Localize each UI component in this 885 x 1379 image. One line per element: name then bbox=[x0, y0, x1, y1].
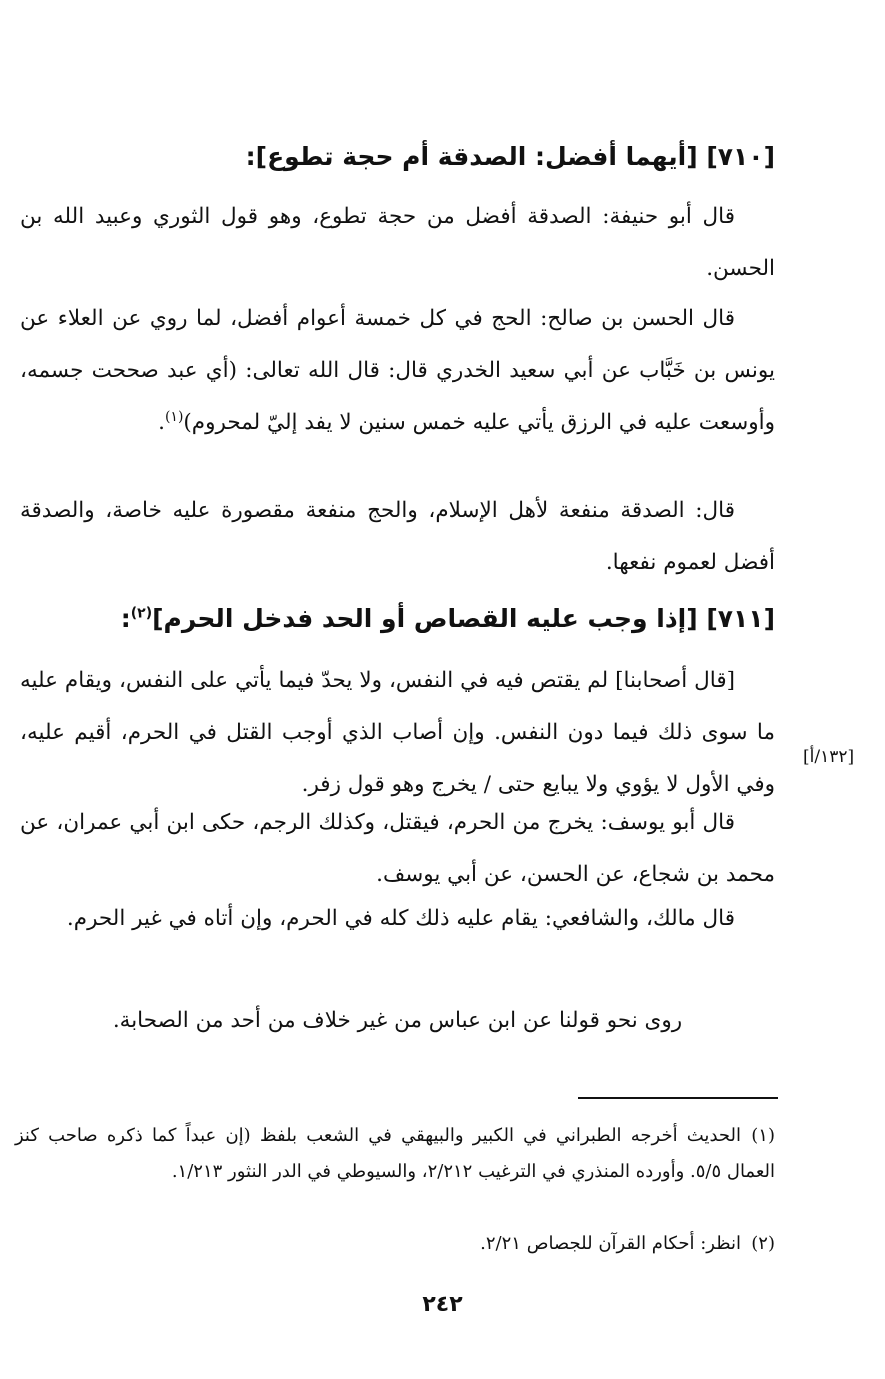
footnote-separator bbox=[578, 1097, 778, 1099]
footnote-2-number: (٢) bbox=[751, 1233, 775, 1254]
footnote-1 bbox=[15, 1118, 775, 1190]
paragraph-hasan-bin-salih: قال الحسن بن صالح: الحج في كل خمسة أعوام أفضل، لما روي عن العلاء عن يونس بن خَبَّاب عن أبي سعيد الخدري قال: قال الله تعالى: (أي عبد صححت جسمه، وأوسعت عليه في الرزق يأتي عليه خمس سنين لا يفد إليّ لمحروم)$^{(١)}$. bbox=[20, 306, 775, 435]
section-heading-711 bbox=[75, 602, 775, 636]
footnote-1-number: (١) bbox=[751, 1125, 775, 1146]
page-number: ٢٤٢ bbox=[422, 1292, 463, 1317]
footnote-ref-2: (٢) bbox=[130, 605, 153, 622]
footnote-1-text: الحديث أخرجه الطبراني في الكبير والبيهقي في الشعب بلفظ (إن عبداً كما ذكره صاحب كنز العمال ٥/٥. وأورده المنذري في الترغيب ٢/٢١٢، والسيوطي في الدر النثور ١/٢١٣. bbox=[15, 1125, 775, 1182]
paragraph-ibn-abbas: روى نحو قولنا عن ابن عباس من غير خلاف من أحد من الصحابة. bbox=[112, 1008, 683, 1033]
footnote-2-text: انظر: أحكام القرآن للجصاص ٢/٢١. bbox=[480, 1233, 741, 1254]
paragraph-sadaqa-benefit: قال: الصدقة منفعة لأهل الإسلام، والحج منفعة مقصورة عليه خاصة، والصدقة أفضل لعموم نفعها. bbox=[20, 498, 775, 575]
paragraph-hasan-text: قال الحسن بن صالح: الحج في كل خمسة أعوام أفضل، لما روي عن العلاء عن يونس بن خَبَّاب عن أبي سعيد الخدري قال: قال الله تعالى: (أي عبد صححت جسمه، وأوسعت عليه في الرزق يأتي عليه خمس سنين لا يفد إليّ لمحروم) bbox=[20, 306, 775, 435]
footnote-2 bbox=[15, 1226, 775, 1262]
paragraph-ashabuna: [قال أصحابنا] لم يقتص فيه في النفس، ولا يحدّ فيما يأتي على النفس، ويقام عليه ما سوى ذلك فيما دون النفس. وإن أصاب الذي أوجب القتل في الحرم، أقيم عليه، وفي الأول لا يؤوي ولا يبايع حتى / يخرج وهو قول زفر. bbox=[20, 668, 775, 797]
heading-711-colon: : bbox=[120, 604, 131, 633]
paragraph-abu-yusuf: قال أبو يوسف: يخرج من الحرم، فيقتل، وكذلك الرجم، حكى ابن أبي عمران، عن محمد بن شجاع، عن الحسن، عن أبي يوسف. bbox=[20, 810, 775, 887]
section-heading-710: [٧١٠] [أيهما أفضل: الصدقة أم حجة تطوع]: bbox=[245, 142, 775, 171]
footnote-ref-1: (١) bbox=[164, 408, 184, 425]
paragraph-abu-hanifa: قال أبو حنيفة: الصدقة أفضل من حجة تطوع، وهو قول الثوري وعبيد الله بن الحسن. bbox=[20, 204, 775, 281]
manuscript-folio-note: [١٣٢/أ] bbox=[803, 747, 855, 767]
paragraph-malik-shafii: قال مالك، والشافعي: يقام عليه ذلك كله في الحرم، وإن أتاه في غير الحرم. bbox=[66, 906, 735, 931]
heading-711-text: [٧١١] [إذا وجب عليه القصاص أو الحد فدخل الحرم] bbox=[152, 604, 775, 633]
